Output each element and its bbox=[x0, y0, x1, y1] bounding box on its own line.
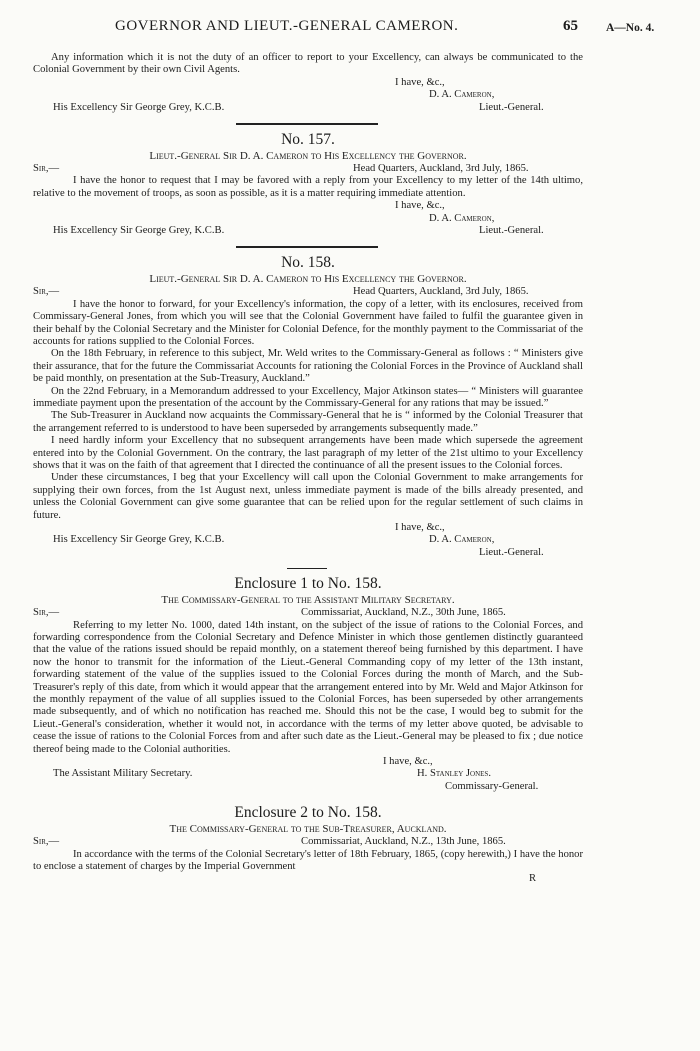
dateline: Head Quarters, Auckland, 3rd July, 1865. bbox=[353, 286, 529, 298]
salutation: Sir,— bbox=[33, 607, 60, 619]
enclosure-heading: Enclosure 2 to No. 158. bbox=[234, 804, 382, 822]
salutation: Sir,— bbox=[33, 836, 60, 848]
closing: I have, &c., bbox=[395, 200, 445, 212]
enclosure-2 bbox=[33, 804, 583, 886]
addressee: His Excellency Sir George Grey, K.C.B. bbox=[53, 101, 225, 113]
paragraph: I need hardly inform your Excellency that no subsequent arrangements have been made which supersede the agreement entered into by the Colonial Government. On the contrary, the last paragraph of my letter of the 21st ultimo to your Excellency shows that it was on the faith of that agreement that I directed the continuance of all the present issues to the Colonial forces. bbox=[33, 435, 583, 472]
letter-subhead: Lieut.-General Sir D. A. Cameron to His Excellency the Governor. bbox=[149, 149, 467, 162]
closing: I have, &c., bbox=[395, 76, 445, 88]
paragraph: I have the honor to request that I may be favored with a reply from your Excellency to my letter of the 14th ultimo, relative to the movement of troops, as soon as possible, as it is a matter requiring immediate attention. bbox=[33, 175, 583, 199]
paragraph: I have the honor to forward, for your Excellency's information, the copy of a letter, with its enclosures, received from Commissary-General Jones, from which you will see that the Colonial Government have failed to fulfil the guarantee given in their behalf by the Colonial Secretary and the Minister for Colonial Defence, for the monthly payment to the Commissariat of the accounts for rations supplied to the Colonial Forces. bbox=[33, 298, 583, 347]
section-rule bbox=[236, 246, 378, 248]
paragraph: Any information which it is not the duty of an officer to report to your Excellency, can always be communicated to the Colonial Government by their own Civil Agents. bbox=[33, 52, 583, 76]
paragraph: Under these circumstances, I beg that your Excellency will call upon the Colonial Government to make arrangements for supplying their own forces, from the 1st August next, unless immediate payment is made of the bills already presented, and unless the Colonial Government can give some guarantee that can be relied upon for the regular settlement of such claims in future. bbox=[33, 472, 583, 521]
closing: I have, &c., bbox=[395, 522, 445, 534]
catchword: R bbox=[529, 873, 537, 885]
paragraph: On the 18th February, in reference to this subject, Mr. Weld writes to the Commissary-General as follows : “ Ministers give their assurance, that for the future the Commissariat Accounts for rationing the Colonial Forces in the Province of Auckland shall be paid monthly, on presentation at the Sub-Treasury, Auckland.” bbox=[33, 348, 583, 385]
letter-158 bbox=[33, 254, 583, 559]
signature: D. A. Cameron, bbox=[429, 89, 495, 101]
paragraph: In accordance with the terms of the Colonial Secretary's letter of 18th February, 1865, (copy herewith,) I have the honor to enclose a statement of charges by the Imperial Government bbox=[33, 848, 583, 873]
paragraph: On the 22nd February, in a Memorandum addressed to your Excellency, Major Atkinson states— “ Ministers will guarantee immediate payment upon the presentation of the account by the Commissary-General for any rations that may be issued.” bbox=[33, 385, 583, 409]
section-rule bbox=[236, 123, 378, 125]
letter-subhead: Lieut.-General Sir D. A. Cameron to His Excellency the Governor. bbox=[149, 273, 467, 286]
salutation: Sir,— bbox=[33, 162, 60, 174]
paragraph: The Sub-Treasurer in Auckland now acquaints the Commissary-General that he is “ informed by the Colonial Treasurer that the arrangement referred to is understood to have been superseded by arrangements subsequently made.” bbox=[33, 410, 583, 434]
signer-rank: Lieut.-General. bbox=[479, 224, 544, 236]
previous-letter-ending bbox=[33, 52, 583, 114]
paragraph: Referring to my letter No. 1000, dated 14th instant, on the subject of the issue of rations to the Colonial Forces, and forwarding correspondence from the Colonial Secretary and Defence Minister in which those gentlemen distinctly guaranteed that the value of the rations issued should be repaid monthly, on a statement thereof being furnished by this department. I have now the honor to transmit for the information of the Lieut.-General Commanding copy of my letter of the 13th instant, forwarding statement of the value of the supplies issued to the Colonial Forces during the month of March, and the Sub-Treasurer's reply of this date, from which it would appear that the arrangement entered into by Mr. Weld and Major Atkinson for the monthly repayment of the value of all supplies issued to the Colonial Forces, has been superseded by other arrangements made subsequently, and of which no notification has reached me. Should this not be the case, I would beg to submit for the Lieut.-General's consideration, whether it would not, in accordance with the terms of my letter above quoted, be advisable to cease the issue of rations to the Colonial Forces from and after such date as the Lieut.-General may be pleased to fix ; due notice thereof being made to the Colonial authorities. bbox=[33, 619, 583, 755]
addressee: His Excellency Sir George Grey, K.C.B. bbox=[53, 534, 225, 546]
signer-rank: Lieut.-General. bbox=[479, 101, 544, 113]
running-head bbox=[0, 20, 700, 38]
enclosure-heading: Enclosure 1 to No. 158. bbox=[234, 575, 382, 593]
page-number: 65 bbox=[563, 18, 578, 34]
signer-rank: Lieut.-General. bbox=[479, 546, 544, 558]
section-rule bbox=[287, 568, 327, 569]
letter-157 bbox=[33, 131, 583, 237]
running-title: GOVERNOR AND LIEUT.-GENERAL CAMERON. bbox=[115, 18, 459, 34]
signature: H. Stanley Jones. bbox=[417, 768, 491, 780]
paper-reference: A—No. 4. bbox=[606, 22, 655, 34]
enclosure-subhead: The Commissary-General to the Sub-Treasurer, Auckland. bbox=[169, 823, 447, 836]
dateline: Head Quarters, Auckland, 3rd July, 1865. bbox=[353, 162, 529, 174]
letter-heading: No. 157. bbox=[281, 130, 335, 148]
signer-rank: Commissary-General. bbox=[445, 780, 539, 792]
signature: D. A. Cameron, bbox=[429, 212, 495, 224]
closing: I have, &c., bbox=[383, 756, 433, 768]
letter-heading: No. 158. bbox=[281, 254, 335, 272]
addressee: His Excellency Sir George Grey, K.C.B. bbox=[53, 224, 225, 236]
document-body bbox=[33, 52, 583, 886]
enclosure-1 bbox=[33, 575, 583, 793]
salutation: Sir,— bbox=[33, 286, 60, 298]
addressee: The Assistant Military Secretary. bbox=[53, 768, 193, 780]
dateline: Commissariat, Auckland, N.Z., 30th June, 1865. bbox=[301, 607, 506, 619]
signature: D. A. Cameron, bbox=[429, 534, 495, 546]
dateline: Commissariat, Auckland, N.Z., 13th June, 1865. bbox=[301, 836, 506, 848]
enclosure-subhead: The Commissary-General to the Assistant Military Secretary. bbox=[161, 594, 455, 607]
